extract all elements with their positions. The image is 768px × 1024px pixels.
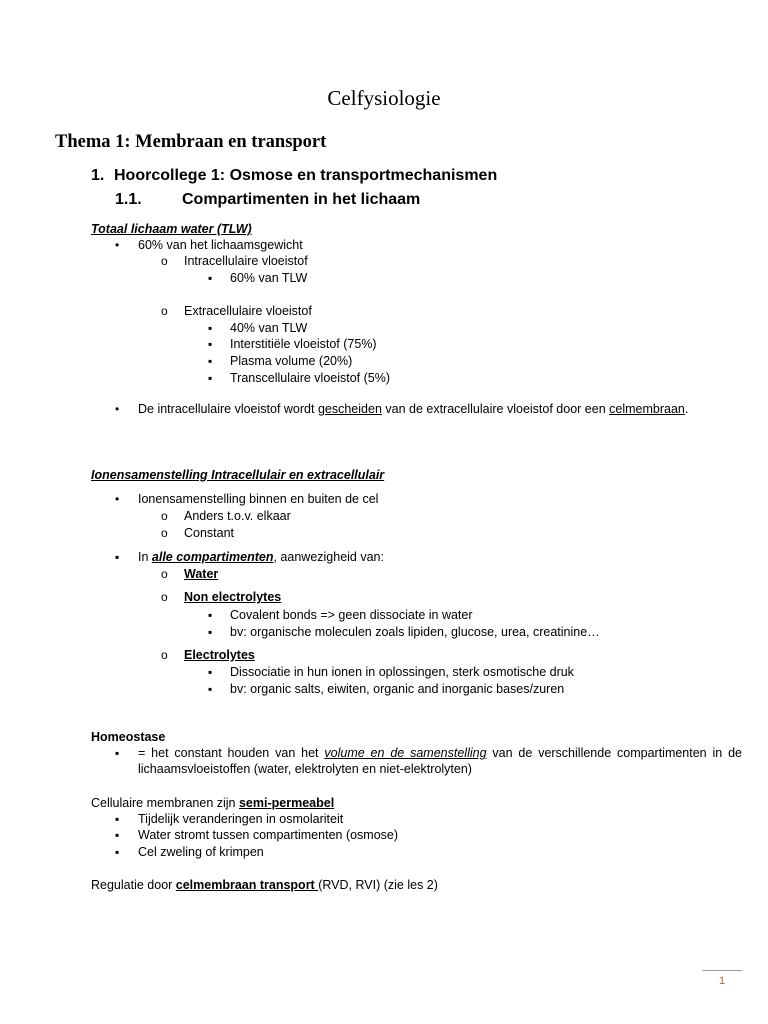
document-title: Celfysiologie [327, 86, 441, 110]
compartments-emphasis: alle compartimenten [151, 550, 274, 564]
ions-sub: Constant [184, 526, 235, 540]
separation-sentence [138, 401, 688, 417]
regulation-text: Regulatie door [91, 878, 176, 892]
membranes-text: Cellulaire membranen zijn [91, 796, 239, 810]
electrolytes-label: Electrolytes [184, 648, 255, 662]
bullet-square: ▪ [115, 812, 120, 826]
bullet-square: ▪ [208, 665, 213, 679]
bullet-square: ▪ [115, 550, 120, 564]
bullet-circle: o [161, 590, 168, 604]
separation-text: . [684, 402, 689, 416]
bullet-circle: o [161, 304, 168, 318]
bullet-dot: • [115, 402, 120, 416]
bullet-square: ▪ [208, 354, 213, 368]
separation-text: van de extracellulaire vloeistof door een [381, 402, 610, 416]
homeostase-emphasis: volume en de samenstelling [324, 746, 487, 760]
bullet-circle: o [161, 526, 168, 540]
non-electrolytes-sub: bv: organische moleculen zoals lipiden, glucose, urea, creatinine… [230, 625, 600, 639]
intracellular-sub: 60% van TLW [230, 271, 308, 285]
bullet-square: ▪ [208, 337, 213, 351]
membranes-item: Tijdelijk veranderingen in osmolariteit [138, 812, 344, 826]
bullet-square: ▪ [208, 682, 213, 696]
separation-keyword: gescheiden [317, 402, 382, 416]
bullet-square: ▪ [208, 625, 213, 639]
compartments-text: In [138, 550, 152, 564]
regulation-line [91, 877, 438, 893]
lecture-number: 1. [91, 167, 105, 184]
section-heading: Compartimenten in het lichaam [182, 191, 421, 208]
lecture-heading: Hoorcollege 1: Osmose en transportmechanismen [114, 167, 498, 184]
non-electrolytes-sub: Covalent bonds => geen dissociate in water [230, 608, 473, 622]
compartments-item [138, 549, 384, 565]
separation-keyword: celmembraan [609, 402, 685, 416]
extracellular-sub: Plasma volume (20%) [230, 354, 353, 368]
bullet-circle: o [161, 254, 168, 268]
section-number: 1.1. [115, 191, 142, 208]
electrolytes-sub: bv: organic salts, eiwiten, organic and inorganic bases/zuren [230, 682, 565, 696]
bullet-square: ▪ [208, 271, 213, 285]
theme-heading: Thema 1: Membraan en transport [55, 132, 327, 152]
bullet-circle: o [161, 648, 168, 662]
ions-heading: Ionensamenstelling Intracellulair en extracellulair [91, 468, 385, 482]
membranes-intro [91, 795, 334, 811]
bullet-square: ▪ [115, 746, 120, 760]
bullet-square: ▪ [208, 321, 213, 335]
tlw-heading: Totaal lichaam water (TLW) [91, 222, 252, 236]
membranes-item: Cel zweling of krimpen [138, 845, 264, 859]
tlw-item: 60% van het lichaamsgewicht [138, 238, 303, 252]
bullet-square: ▪ [115, 845, 120, 859]
separation-text: De intracellulaire vloeistof wordt [138, 402, 318, 416]
homeostase-text: = het constant houden van het [138, 746, 325, 760]
footer-divider [702, 970, 742, 971]
bullet-square: ▪ [208, 371, 213, 385]
bullet-circle: o [161, 567, 168, 581]
homeostase-heading: Homeostase [91, 730, 166, 744]
bullet-square: ▪ [115, 828, 120, 842]
water-label: Water [184, 567, 219, 581]
ions-sub: Anders t.o.v. elkaar [184, 509, 291, 523]
extracellular-sub: 40% van TLW [230, 321, 308, 335]
non-electrolytes-label: Non electrolytes [184, 590, 282, 604]
regulation-keyword: celmembraan transport [175, 878, 319, 892]
homeostase-definition [138, 745, 742, 777]
extracellular-sub: Interstitiële vloeistof (75%) [230, 337, 377, 351]
page-number: 1 [718, 975, 726, 987]
regulation-text: (RVD, RVI) (zie les 2) [318, 878, 438, 892]
bullet-dot: • [115, 492, 120, 506]
bullet-dot: • [115, 238, 120, 252]
extracellular-item: Extracellulaire vloeistof [184, 304, 312, 318]
homeostase-text: van de verschillende compartimenten in de lichaamsvloeistoffen (water, elektrolyten en niet-elektrolyten) [138, 746, 743, 776]
bullet-circle: o [161, 509, 168, 523]
intracellular-item: Intracellulaire vloeistof [184, 254, 308, 268]
membranes-keyword: semi-permeabel [238, 796, 335, 810]
compartments-text: , aanwezigheid van: [273, 550, 384, 564]
electrolytes-sub: Dissociatie in hun ionen in oplossingen, sterk osmotische druk [230, 665, 574, 679]
ions-item: Ionensamenstelling binnen en buiten de cel [138, 492, 379, 506]
membranes-item: Water stromt tussen compartimenten (osmose) [138, 828, 399, 842]
bullet-square: ▪ [208, 608, 213, 622]
extracellular-sub: Transcellulaire vloeistof (5%) [230, 371, 391, 385]
